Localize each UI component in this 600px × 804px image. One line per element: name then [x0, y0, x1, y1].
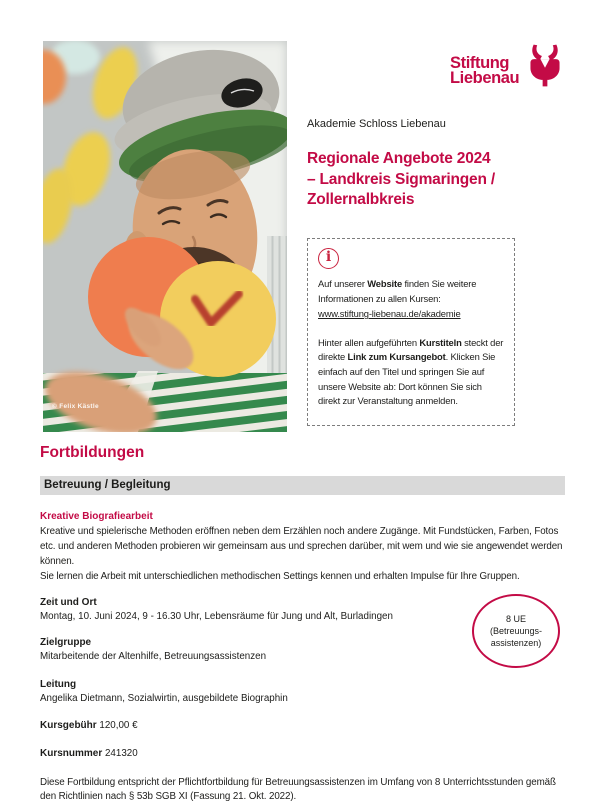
info-p1-bold: Website	[367, 278, 403, 289]
page-title	[307, 149, 557, 211]
detail-label-leader: Leitung	[40, 679, 77, 690]
course-badge	[472, 594, 560, 668]
course-number	[40, 748, 138, 759]
info-paragraph-2	[318, 336, 504, 409]
detail-value-leader: Angelika Dietmann, Sozialwirtin, ausgebildete Biographin	[40, 693, 288, 704]
fee-value: 120,00 €	[99, 720, 138, 731]
badge-line-3: assistenzen)	[490, 638, 542, 648]
badge-line-2: (Betreuungs-	[489, 626, 543, 636]
logo-line-1: Stiftung	[450, 54, 510, 72]
course-description-2: Sie lernen die Arbeit mit unterschiedlichen methodischen Settings kennen und erhalten Impulse für Ihre Gruppen.	[40, 571, 520, 582]
logo-line-2: Liebenau	[450, 68, 520, 87]
course-number-label: Kursnummer	[40, 748, 103, 759]
info-icon: i	[318, 248, 339, 269]
photo-credit: © Felix Kästle	[52, 403, 99, 410]
info-box	[307, 238, 515, 426]
info-p2-s1: Hinter allen aufgeführten	[318, 336, 420, 348]
course-description-1: Kreative und spielerische Methoden eröffnen neben dem Erzählen noch andere Zugänge. Mit Fundstücken, Farben, Fotos etc. und anderen Methoden probieren wir gemeinsam aus und sprechen darüber, mit wem und wie sie angewendet werden können.	[40, 526, 563, 567]
category-bar: Betreuung / Begleitung	[40, 476, 565, 495]
title-line-3: Zollernalbkreis	[307, 191, 415, 208]
academy-subtitle: Akademie Schloss Liebenau	[307, 118, 446, 130]
course-fee	[40, 720, 138, 731]
info-p2-b2: Link zum Kursangebot	[347, 351, 446, 363]
detail-label-time-place: Zeit und Ort	[40, 597, 97, 608]
detail-label-target-group: Zielgruppe	[40, 637, 92, 648]
course-description	[40, 524, 567, 584]
course-number-value: 241320	[104, 748, 138, 759]
course-title-link[interactable]: Kreative Biografiearbeit	[40, 511, 153, 522]
tulip-icon	[525, 44, 565, 87]
info-p2-s2: steckt der direkte	[318, 336, 504, 363]
title-line-1: Regionale Angebote 2024	[307, 150, 491, 167]
info-p1-pre: Auf unserer	[318, 278, 368, 289]
badge-line-1: 8 UE	[505, 614, 526, 624]
website-link[interactable]: www.stiftung-liebenau.de/akademie	[318, 308, 461, 320]
fee-label: Kursgebühr	[40, 720, 97, 731]
stiftung-liebenau-logo	[450, 44, 565, 87]
info-paragraph-1	[318, 277, 504, 322]
info-p1-post: finden Sie weitere Informationen zu allen Kursen:	[318, 278, 477, 304]
logo-wordmark	[450, 44, 519, 85]
title-line-2: – Landkreis Sigmaringen /	[307, 170, 495, 188]
detail-value-target-group: Mitarbeitende der Altenhilfe, Betreuungsassistenzen	[40, 651, 267, 662]
info-p2-b1: Kurstiteln	[419, 336, 462, 348]
detail-value-time-place: Montag, 10. Juni 2024, 9 - 16.30 Uhr, Lebensräume für Jung und Alt, Burladingen	[40, 611, 393, 622]
section-heading: Fortbildungen	[40, 444, 145, 461]
info-p2-s3: . Klicken Sie einfach auf den Titel und springen Sie auf unsere Website ab: Dort können Sie sich direkt zur Veranstaltung anmelden.	[318, 351, 496, 407]
mandatory-training-note: Diese Fortbildung entspricht der Pflichtfortbildung für Betreuungsassistenzen im Umfang von 8 Unterrichtsstunden gemäß den Richtlinien nach § 53b SGB XI (Fassung 21. Okt. 2022).	[40, 777, 556, 802]
course-photo	[43, 41, 287, 432]
